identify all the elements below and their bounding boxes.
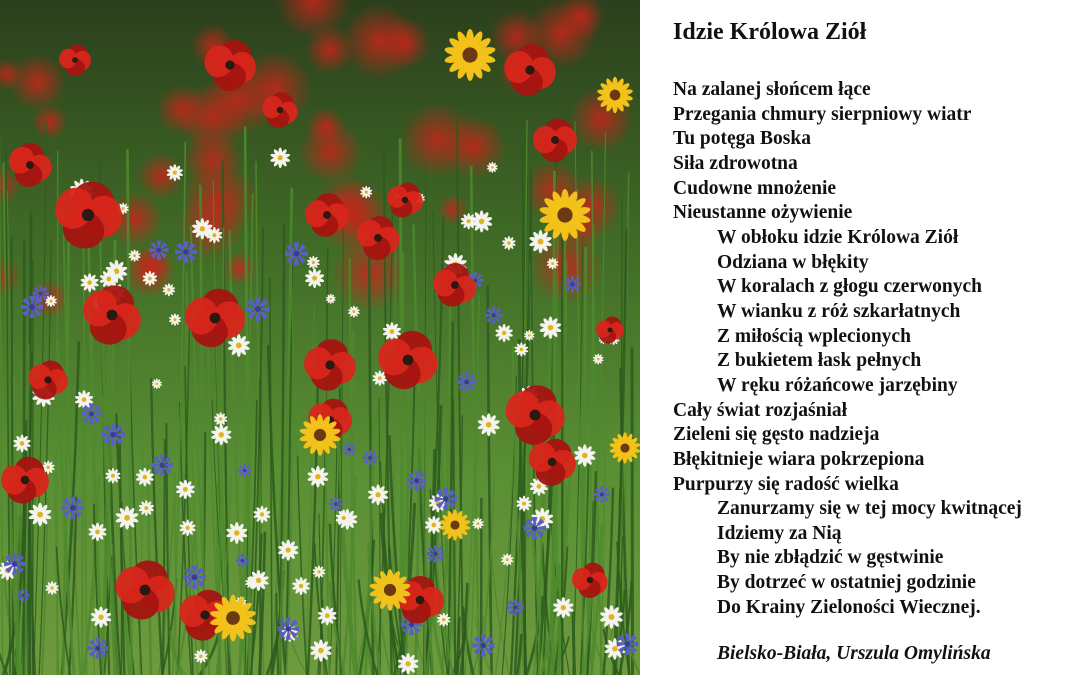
blurred-poppy	[32, 104, 68, 140]
cornflower	[457, 372, 476, 391]
cornflower	[363, 451, 378, 466]
cornflower	[62, 497, 84, 519]
poem-line: Do Krainy Zieloności Wiecznej.	[717, 596, 981, 618]
poem-line: Cały świat rozjaśniał	[673, 399, 848, 421]
poem-signature: Bielsko-Biała, Urszula Omylińska	[717, 643, 991, 665]
blurred-poppy	[341, 3, 417, 79]
poem-line: Tu potęga Boska	[673, 128, 811, 150]
blurred-poppy	[177, 83, 246, 152]
poem-line: By dotrzeć w ostatniej godzinie	[717, 572, 976, 594]
poem-title: Idzie Królowa Ziół	[673, 19, 867, 45]
cornflower	[238, 464, 251, 477]
poem-line: W koralach z głogu czerwonych	[717, 276, 983, 298]
cornflower	[524, 517, 546, 539]
grass-blade	[632, 348, 633, 675]
cornflower	[175, 241, 197, 263]
poem-line: Błękitnieje wiara pokrzepiona	[673, 448, 925, 470]
poem-line: Idziemy za Nią	[717, 522, 842, 544]
poem-lines	[673, 78, 1073, 620]
cornflower	[277, 618, 299, 640]
poem-line: Przegania chmury sierpniowy wiatr	[673, 103, 972, 125]
cornflower	[33, 286, 49, 302]
cornflower	[285, 242, 308, 265]
poem-line: Na zalanej słońcem łące	[673, 79, 871, 100]
cornflower	[17, 589, 29, 601]
cornflower	[183, 566, 206, 589]
cornflower	[4, 553, 25, 574]
cornflower	[236, 554, 249, 567]
cornflower	[102, 423, 125, 446]
poem-line: W ręku różańcowe jarzębiny	[717, 374, 958, 396]
cornflower	[343, 443, 356, 456]
cornflower	[329, 497, 342, 510]
poem-line: Z miłością wplecionych	[717, 325, 911, 347]
poem-line: Siła zdrowotna	[673, 152, 798, 174]
poem	[673, 16, 1073, 666]
poem-line: Odziana w błękity	[717, 251, 869, 273]
poem-line: W obłoku idzie Królowa Ziół	[717, 226, 959, 248]
cornflower	[507, 599, 524, 616]
poem-line: Nieustanne ożywienie	[673, 202, 853, 224]
poem-line: Cudowne mnożenie	[673, 177, 837, 199]
cornflower	[564, 276, 580, 292]
poem-line: Z bukietem łask pełnych	[717, 350, 922, 372]
poem-line: Purpurzy się radość wielka	[673, 473, 899, 495]
poem-line: Zanurzamy się w tej mocy kwitnącej	[717, 498, 1022, 520]
cornflower	[407, 471, 427, 491]
cornflower	[485, 307, 502, 324]
poem-line: Zieleni się gęsto nadzieja	[673, 424, 880, 446]
cornflower	[149, 240, 168, 259]
poem-line: W wianku z róż szkarłatnych	[717, 300, 961, 322]
cornflower	[246, 297, 270, 321]
cornflower	[152, 455, 173, 476]
cornflower	[435, 488, 457, 510]
cornflower	[87, 638, 108, 659]
grass-blade	[57, 150, 58, 675]
blurred-poppy	[298, 120, 362, 184]
cornflower	[594, 486, 610, 502]
cornflower	[617, 633, 639, 655]
cornflower	[427, 545, 444, 562]
cornflower	[472, 634, 494, 656]
poem-line: By nie zbłądzić w gęstwinie	[717, 547, 944, 569]
cornflower	[81, 404, 102, 425]
